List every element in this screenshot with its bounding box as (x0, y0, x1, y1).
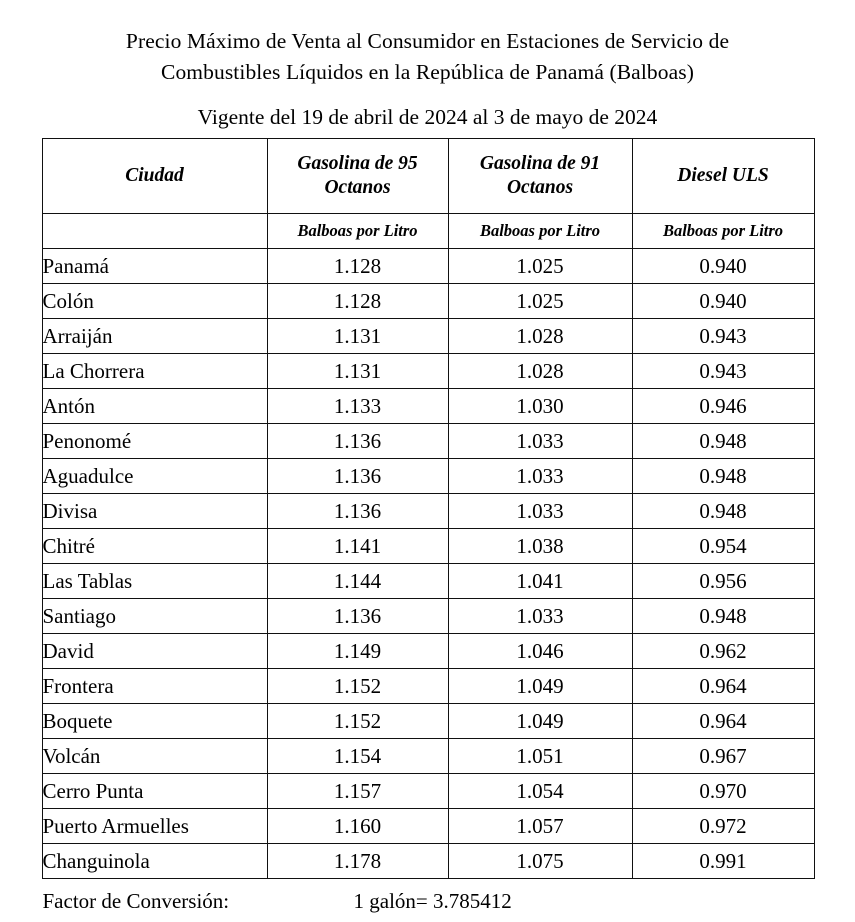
table-body (42, 249, 814, 879)
cell-city: Penonomé (42, 424, 267, 459)
cell-gasoline-95: 1.131 (267, 354, 448, 389)
table-header-row-units (42, 214, 814, 249)
fuel-price-table (42, 138, 815, 879)
cell-diesel: 0.964 (632, 669, 814, 704)
cell-city: David (42, 634, 267, 669)
table-row (42, 634, 814, 669)
table-row (42, 844, 814, 879)
cell-city: La Chorrera (42, 354, 267, 389)
table-header-row-main (42, 139, 814, 214)
cell-gasoline-95: 1.152 (267, 704, 448, 739)
table-row (42, 599, 814, 634)
table-row (42, 774, 814, 809)
cell-city: Chitré (42, 529, 267, 564)
cell-gasoline-91: 1.030 (448, 389, 632, 424)
table-row (42, 389, 814, 424)
cell-city: Panamá (42, 249, 267, 284)
cell-gasoline-95: 1.154 (267, 739, 448, 774)
cell-diesel: 0.943 (632, 354, 814, 389)
table-row (42, 739, 814, 774)
column-header-gasoline-95: Gasolina de 95 Octanos (267, 139, 448, 214)
cell-gasoline-91: 1.033 (448, 459, 632, 494)
cell-gasoline-91: 1.033 (448, 494, 632, 529)
table-row (42, 704, 814, 739)
page-title-line-2: Combustibles Líquidos en la República de Panamá (Balboas) (161, 60, 694, 84)
cell-gasoline-95: 1.136 (267, 599, 448, 634)
cell-city: Boquete (42, 704, 267, 739)
cell-gasoline-91: 1.033 (448, 599, 632, 634)
cell-city: Antón (42, 389, 267, 424)
cell-gasoline-91: 1.051 (448, 739, 632, 774)
cell-gasoline-95: 1.131 (267, 319, 448, 354)
table-header (42, 139, 814, 249)
column-header-city: Ciudad (42, 139, 267, 214)
cell-gasoline-95: 1.128 (267, 284, 448, 319)
cell-diesel: 0.948 (632, 494, 814, 529)
table-row (42, 284, 814, 319)
table-row (42, 809, 814, 844)
table-row (42, 354, 814, 389)
unit-header-gasoline-95: Balboas por Litro (267, 214, 448, 249)
price-table-container (42, 138, 814, 879)
cell-diesel: 0.948 (632, 599, 814, 634)
cell-diesel: 0.972 (632, 809, 814, 844)
cell-diesel: 0.948 (632, 459, 814, 494)
column-header-diesel: Diesel ULS (632, 139, 814, 214)
cell-diesel: 0.954 (632, 529, 814, 564)
cell-gasoline-95: 1.136 (267, 494, 448, 529)
cell-gasoline-91: 1.038 (448, 529, 632, 564)
cell-city: Aguadulce (42, 459, 267, 494)
cell-city: Divisa (42, 494, 267, 529)
table-row (42, 249, 814, 284)
cell-gasoline-95: 1.160 (267, 809, 448, 844)
cell-diesel: 0.940 (632, 249, 814, 284)
cell-city: Arraiján (42, 319, 267, 354)
table-row (42, 529, 814, 564)
cell-gasoline-91: 1.028 (448, 319, 632, 354)
cell-city: Changuinola (42, 844, 267, 879)
table-row (42, 319, 814, 354)
cell-diesel: 0.991 (632, 844, 814, 879)
cell-gasoline-95: 1.141 (267, 529, 448, 564)
cell-diesel: 0.967 (632, 739, 814, 774)
unit-header-gasoline-91: Balboas por Litro (448, 214, 632, 249)
cell-diesel: 0.956 (632, 564, 814, 599)
cell-diesel: 0.970 (632, 774, 814, 809)
cell-gasoline-91: 1.025 (448, 284, 632, 319)
cell-gasoline-95: 1.136 (267, 459, 448, 494)
table-row (42, 494, 814, 529)
cell-gasoline-91: 1.046 (448, 634, 632, 669)
cell-gasoline-95: 1.144 (267, 564, 448, 599)
cell-gasoline-91: 1.049 (448, 704, 632, 739)
cell-gasoline-95: 1.157 (267, 774, 448, 809)
table-row (42, 459, 814, 494)
cell-gasoline-95: 1.136 (267, 424, 448, 459)
cell-diesel: 0.962 (632, 634, 814, 669)
cell-gasoline-91: 1.041 (448, 564, 632, 599)
cell-city: Cerro Punta (42, 774, 267, 809)
conversion-factor-value: 1 galón= 3.785412 (353, 889, 512, 913)
cell-gasoline-95: 1.128 (267, 249, 448, 284)
cell-city: Santiago (42, 599, 267, 634)
cell-city: Colón (42, 284, 267, 319)
validity-period-subtitle: Vigente del 19 de abril de 2024 al 3 de mayo de 2024 (197, 105, 658, 129)
table-row (42, 564, 814, 599)
cell-gasoline-95: 1.149 (267, 634, 448, 669)
cell-city: Frontera (42, 669, 267, 704)
cell-diesel: 0.943 (632, 319, 814, 354)
table-row (42, 424, 814, 459)
cell-diesel: 0.964 (632, 704, 814, 739)
cell-gasoline-91: 1.028 (448, 354, 632, 389)
cell-gasoline-91: 1.054 (448, 774, 632, 809)
cell-diesel: 0.940 (632, 284, 814, 319)
title-block (0, 0, 855, 130)
table-row (42, 669, 814, 704)
cell-city: Puerto Armuelles (42, 809, 267, 844)
unit-header-city (42, 214, 267, 249)
cell-city: Las Tablas (42, 564, 267, 599)
cell-gasoline-91: 1.075 (448, 844, 632, 879)
cell-diesel: 0.946 (632, 389, 814, 424)
conversion-factor-label: Factor de Conversión: (42, 889, 230, 913)
cell-city: Volcán (42, 739, 267, 774)
cell-gasoline-91: 1.033 (448, 424, 632, 459)
cell-gasoline-95: 1.178 (267, 844, 448, 879)
cell-gasoline-95: 1.152 (267, 669, 448, 704)
cell-diesel: 0.948 (632, 424, 814, 459)
cell-gasoline-91: 1.057 (448, 809, 632, 844)
cell-gasoline-95: 1.133 (267, 389, 448, 424)
cell-gasoline-91: 1.049 (448, 669, 632, 704)
column-header-gasoline-91: Gasolina de 91 Octanos (448, 139, 632, 214)
cell-gasoline-91: 1.025 (448, 249, 632, 284)
unit-header-diesel: Balboas por Litro (632, 214, 814, 249)
page-title-line-1: Precio Máximo de Venta al Consumidor en Estaciones de Servicio de (125, 29, 730, 53)
